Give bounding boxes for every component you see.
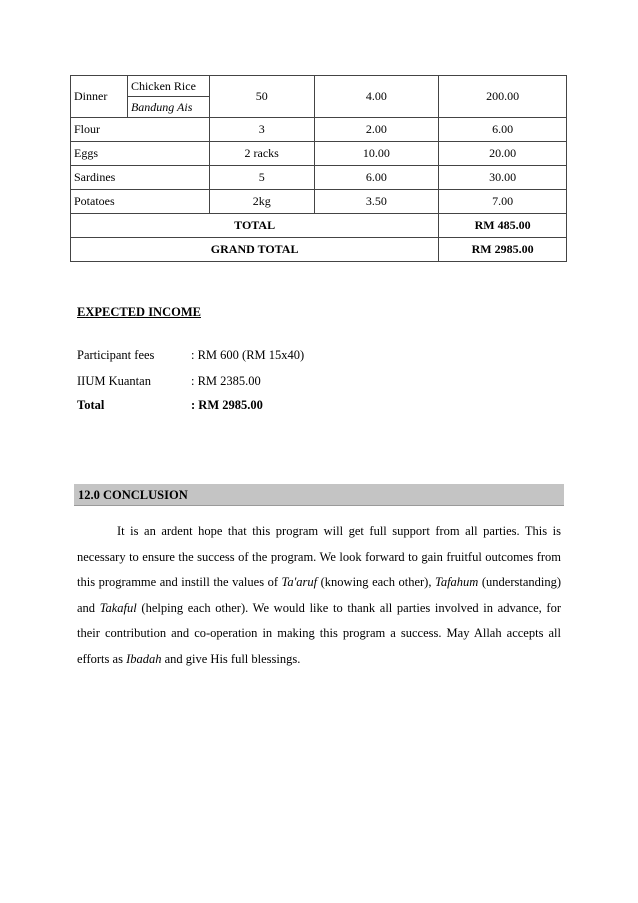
income-label: Participant fees [77, 348, 155, 362]
table-row [71, 142, 567, 166]
text-run: (knowing each other), [317, 575, 436, 589]
total-label: TOTAL [71, 214, 439, 238]
conclusion-heading: 12.0 CONCLUSION [74, 484, 564, 506]
total-cell: 20.00 [439, 142, 567, 166]
text-run: (understanding) and [77, 575, 562, 615]
unit-price-cell: 2.00 [314, 118, 439, 142]
term-takaful: Takaful [99, 600, 137, 615]
item-cell: Eggs [71, 142, 210, 166]
dinner-total: 200.00 [439, 76, 567, 118]
total-cell: 7.00 [439, 190, 567, 214]
table-row [71, 118, 567, 142]
grand-total-label: GRAND TOTAL [71, 238, 439, 262]
income-value: : RM 2985.00 [191, 398, 263, 412]
unit-price-cell: 6.00 [314, 166, 439, 190]
income-total-row [77, 398, 263, 413]
income-label: IIUM Kuantan [77, 374, 151, 388]
expected-income-title: EXPECTED INCOME [77, 305, 201, 319]
grand-total-value: RM 2985.00 [439, 238, 567, 262]
term-taaruf: Ta'aruf [281, 575, 318, 589]
qty-cell: 2 racks [209, 142, 314, 166]
total-cell: 6.00 [439, 118, 567, 142]
total-cell: 30.00 [439, 166, 567, 190]
unit-price-cell: 3.50 [314, 190, 439, 214]
table-row [71, 76, 567, 97]
table-row [71, 166, 567, 190]
qty-cell: 5 [209, 166, 314, 190]
qty-cell: 3 [209, 118, 314, 142]
dinner-unit-price: 4.00 [314, 76, 439, 118]
term-ibadah: Ibadah [126, 651, 162, 666]
dinner-label-cell: Dinner [71, 76, 128, 118]
unit-price-cell: 10.00 [314, 142, 439, 166]
income-row [77, 348, 304, 363]
table-row [71, 190, 567, 214]
income-row [77, 374, 261, 389]
total-row [71, 214, 567, 238]
qty-cell: 2kg [209, 190, 314, 214]
item-cell: Flour [71, 118, 210, 142]
text-run: It is an ardent hope that this program will get full support from all parties. This is necessary to ensure the success of the program. We look forward to gain fruitful outcomes from this programme and instill the values of [77, 524, 561, 589]
conclusion-paragraph [77, 519, 561, 672]
income-value: : RM 600 (RM 15x40) [191, 348, 305, 362]
item-cell: Sardines [71, 166, 210, 190]
dinner-item-2: Bandung Ais [127, 97, 209, 118]
dinner-qty: 50 [209, 76, 314, 118]
grand-total-row [71, 238, 567, 262]
total-value: RM 485.00 [439, 214, 567, 238]
text-run: and give His full blessings. [161, 651, 301, 666]
budget-table [70, 75, 567, 262]
dinner-item-1: Chicken Rice [127, 76, 209, 97]
item-cell: Potatoes [71, 190, 210, 214]
term-tafahum: Tafahum [435, 575, 479, 589]
text-run: (helping each other). We would like to thank all parties involved in advance, for their contribution and co-operation in making this program a success. May Allah accepts all efforts as [77, 600, 561, 666]
income-value: : RM 2385.00 [191, 374, 261, 388]
income-label: Total [77, 398, 105, 412]
